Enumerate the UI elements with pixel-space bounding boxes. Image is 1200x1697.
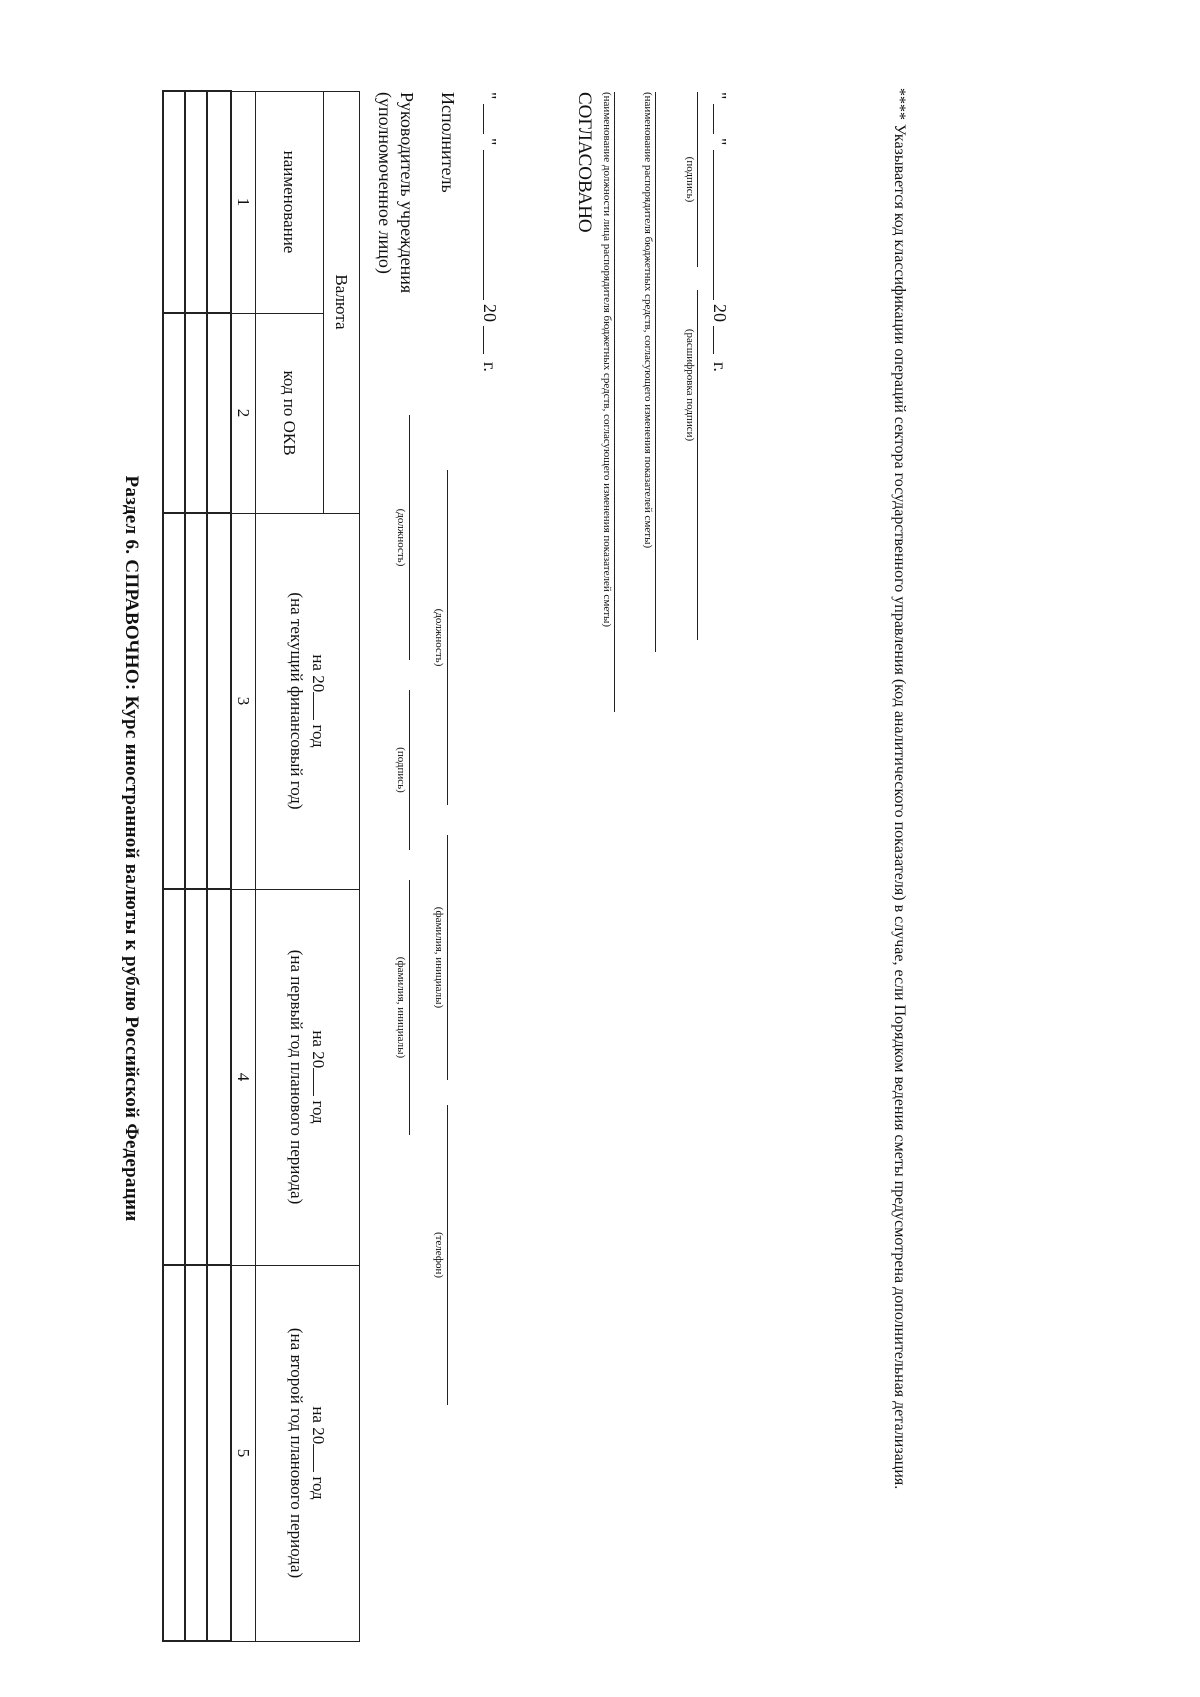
date2-month-line[interactable] [713,150,714,300]
date1-year-line[interactable] [483,326,484,354]
approved-official-caption: (наименование должности лица распорядителя бюджетных средств, согласующего изменения показателей сметы) [601,92,613,628]
date1-year-suffix: г. [480,362,500,372]
date1-day-line[interactable] [483,104,484,134]
approved-org-line[interactable] [655,92,656,652]
col-number-2: 2 [232,313,256,513]
head-name-caption: (фамилия, инициалы) [395,956,407,1059]
date1-quote-close: " [480,138,500,146]
table-cell[interactable] [186,1265,208,1641]
col-number-5: 5 [232,1265,256,1641]
date2-quote-close: " [710,138,730,146]
head-position-caption: (должность) [395,508,407,567]
date1-month-line[interactable] [483,150,484,300]
header-second-plan-year: на 20 год (на второй год планового периода) [256,1265,360,1641]
head-position-line[interactable] [409,415,410,660]
section-title: Раздел 6. СПРАВОЧНО: Курс иностранной валюты к рублю Российской Федерации [121,475,142,1222]
table-cell[interactable] [208,889,232,1265]
table-cell[interactable] [208,91,232,313]
header-name: наименование [256,91,324,313]
approved-signature-caption: (подпись) [684,156,696,203]
table-cell[interactable] [164,91,186,313]
head-name-line[interactable] [409,880,410,1135]
table-cell[interactable] [208,1265,232,1641]
col-number-1: 1 [232,91,256,313]
header-first-plan-year: на 20 год (на первый год планового периода) [256,889,360,1265]
approved-title: СОГЛАСОВАНО [574,92,595,233]
table-cell[interactable] [186,889,208,1265]
executor-position-line[interactable] [447,470,448,805]
table-cell[interactable] [186,513,208,889]
table-cell[interactable] [186,313,208,513]
table-row [186,91,208,1641]
head-signature-line[interactable] [409,690,410,850]
table-header-row [324,91,360,1641]
table-cell[interactable] [164,1265,186,1641]
table-cell[interactable] [186,91,208,313]
date2-quote-open: " [710,92,730,100]
executor-name-line[interactable] [447,835,448,1080]
date2-year-line[interactable] [713,326,714,354]
approved-decode-line[interactable] [697,290,698,640]
table-cell[interactable] [164,313,186,513]
executor-phone-caption: (телефон) [433,1231,445,1279]
table-number-row [232,91,256,1641]
col-number-4: 4 [232,889,256,1265]
approved-decode-caption: (расшифровка подписи) [684,328,696,442]
table-row [208,91,232,1641]
table-cell[interactable] [164,513,186,889]
header-currency: Валюта [324,91,360,513]
date2-year-suffix: г. [710,362,730,372]
executor-phone-line[interactable] [447,1105,448,1405]
head-label-line2: (уполномоченное лицо) [375,92,395,274]
approved-org-caption: (наименование распорядителя бюджетных средств, согласующего изменения показателей сметы) [642,92,654,549]
approved-signature-line[interactable] [697,92,698,267]
table-cell[interactable] [164,889,186,1265]
date1-quote-open: " [480,92,500,100]
executor-name-caption: (фамилия, инициалы) [433,906,445,1009]
head-label-line1: Руководитель учреждения [397,92,417,294]
table-cell[interactable] [208,513,232,889]
currency-rate-table [163,90,361,1642]
executor-position-caption: (должность) [433,608,445,667]
header-current-year: на 20 год (на текущий финансовый год) [256,513,360,889]
footnote: **** Указывается код классификации операций сектора государственного управления (код аналитического показателя) в случае, если Порядком ведения сметы предусмотрена дополнительная детализация. [891,88,908,1490]
table-cell[interactable] [208,313,232,513]
approved-official-line[interactable] [614,92,615,712]
col-number-3: 3 [232,513,256,889]
date2-day-line[interactable] [713,104,714,134]
head-signature-caption: (подпись) [395,747,407,793]
date2-year-prefix: 20 [710,304,730,322]
table-row [164,91,186,1641]
date1-year-prefix: 20 [480,304,500,322]
executor-label: Исполнитель [438,92,458,193]
header-okv-code: код по ОКВ [256,313,324,513]
